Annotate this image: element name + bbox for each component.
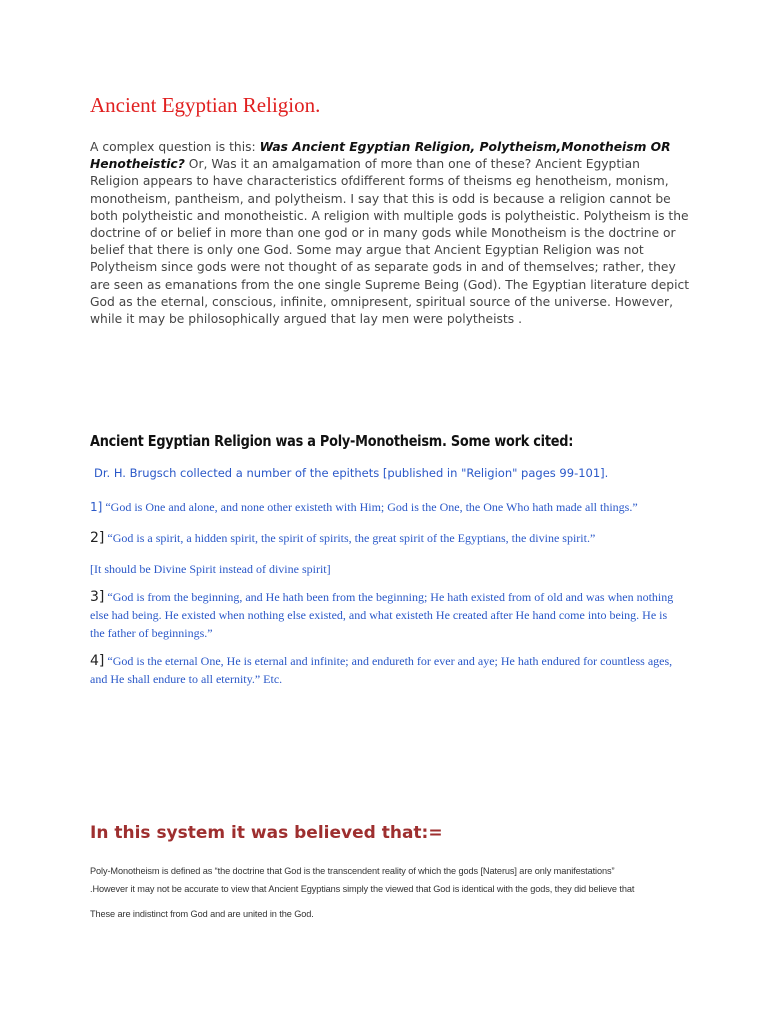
editor-note: [It should be Divine Spirit instead of divine spirit] <box>90 562 331 576</box>
quote-4 <box>90 652 680 688</box>
definition-line-3: These are indistinct from God and are united in the God. <box>90 909 314 919</box>
quote-text: “God is the eternal One, He is eternal and infinite; and endureth for ever and aye; He hath endured for countless ages, and He shall endure to all eternity.” Etc. <box>90 654 673 686</box>
system-heading: In this system it was believed that:= <box>90 823 443 843</box>
quote-3 <box>90 588 680 642</box>
quote-1 <box>90 498 680 516</box>
intro-paragraph <box>90 139 690 328</box>
intro-body: Or, Was it an amalgamation of more than one of these? Ancient Egyptian Religion appears to have characteristics ofdifferent forms of theisms eg henotheism, monism, monotheism, pantheism, and polytheism. I say that this is odd is because a religion cannot be both polytheistic and monotheistic. A religion with multiple gods is polytheistic. Polytheism is the doctrine of or belief in more than one god or in many gods while Monotheism is the doctrine or belief that there is only one God. Some may argue that Ancient Egyptian Religion was not Polytheism since gods were not thought of as separate gods in and of themselves; rather, they are seen as emanations from the one single Supreme Being (God). The Egyptian literature depict God as the eternal, conscious, infinite, omnipresent, spiritual source of the universe. However, while it may be philosophically argued that lay men were polytheists . <box>90 157 690 327</box>
document-title: Ancient Egyptian Religion. <box>90 93 321 117</box>
section-heading: Ancient Egyptian Religion was a Poly-Monotheism. Some work cited: <box>90 432 574 450</box>
definition-line-2: .However it may not be accurate to view that Ancient Egyptians simply the viewed that God is identical with the gods, they did believe that <box>90 884 635 894</box>
intro-lead: A complex question is this: <box>90 140 260 154</box>
definition-line-1: Poly-Monotheism is defined as “the doctrine that God is the transcendent reality of which the gods [Naterus] are only manifestations” <box>90 866 615 876</box>
quote-text: “God is a spirit, a hidden spirit, the spirit of spirits, the great spirit of the Egyptians, the divine spirit.” <box>104 531 596 545</box>
quote-number: 2] <box>90 530 105 546</box>
quote-text: “God is from the beginning, and He hath been from the beginning; He hath existed from of old and was when nothing else had being. He existed when nothing else existed, and what existeth He created after He hand come into being. He is the father of beginnings.” <box>90 590 674 640</box>
quote-number: 3] <box>90 589 105 605</box>
quote-number: 1] <box>90 500 103 514</box>
quote-text: “God is One and alone, and none other existeth with Him; God is the One, the One Who hath made all things.” <box>102 500 638 514</box>
quote-2 <box>90 529 680 547</box>
quote-number: 4] <box>90 653 105 669</box>
citation-line: Dr. H. Brugsch collected a number of the epithets [published in "Religion" pages 99-101]. <box>94 466 609 480</box>
intro-question: Was Ancient Egyptian Religion, Polytheism,Monotheism OR Henotheistic? <box>90 140 671 172</box>
